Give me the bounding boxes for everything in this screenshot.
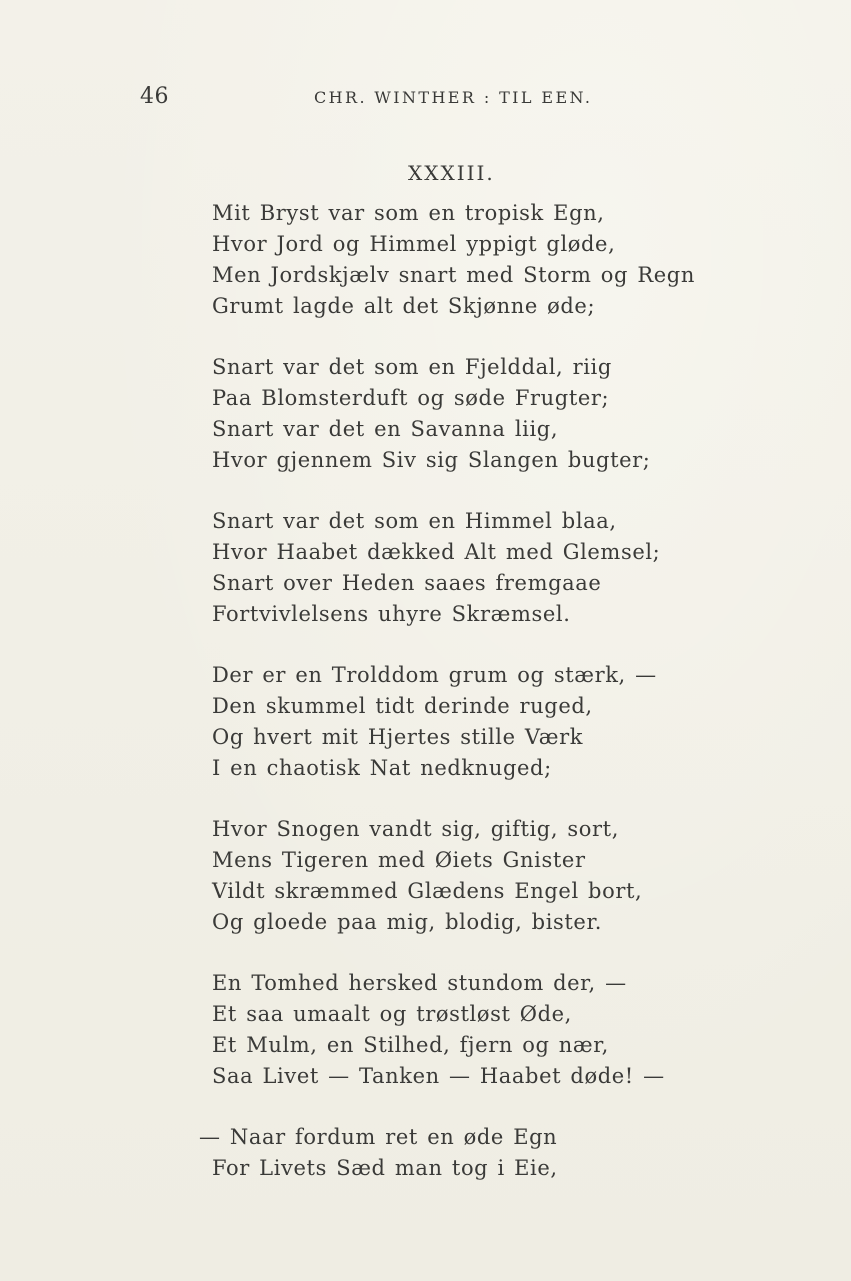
stanza-5 [212, 814, 732, 938]
stanza-4 [212, 660, 732, 784]
poem-line: Men Jordskjælv snart med Storm og Regn [212, 263, 695, 287]
stanza-6 [212, 968, 732, 1092]
poem-line: En Tomhed hersked stundom der, — [212, 971, 627, 995]
poem-line: I en chaotisk Nat nedknuged; [212, 756, 552, 780]
stanza-2 [212, 352, 732, 476]
poem-line: Hvor Haabet dækked Alt med Glemsel; [212, 540, 661, 564]
poem-line: Hvor gjennem Siv sig Slangen bugter; [212, 448, 651, 472]
poem-line: Et saa umaalt og trøstløst Øde, [212, 1002, 572, 1026]
poem-title: XXXIII. [408, 161, 495, 185]
poem-line: Vildt skræmmed Glædens Engel bort, [212, 879, 643, 903]
poem-line: Der er en Trolddom grum og stærk, — [212, 663, 657, 687]
stanza-1 [212, 198, 732, 322]
poem-line: Og gloede paa mig, blodig, bister. [212, 910, 603, 934]
running-title: CHR. WINTHER : TIL EEN. [314, 88, 593, 107]
poem-line: Paa Blomsterduft og søde Frugter; [212, 386, 610, 410]
poem-body [199, 198, 732, 1184]
poem-line: Et Mulm, en Stilhed, fjern og nær, [212, 1033, 609, 1057]
running-head [140, 84, 660, 116]
poem-line: Snart var det som en Fjelddal, riig [212, 355, 612, 379]
poem-line: Snart var det som en Himmel blaa, [212, 509, 617, 533]
poem-line: Snart var det en Savanna liig, [212, 417, 559, 441]
stanza-7 [199, 1122, 732, 1184]
poem-line: Mit Bryst var som en tropisk Egn, [212, 201, 605, 225]
poem-line: Den skummel tidt derinde ruged, [212, 694, 593, 718]
poem-line: Og hvert mit Hjertes stille Værk [212, 725, 584, 749]
poem-line: Grumt lagde alt det Skjønne øde; [212, 294, 596, 318]
poem-line: Saa Livet — Tanken — Haabet døde! — [212, 1064, 665, 1088]
page-number: 46 [140, 84, 169, 109]
poem-line: Mens Tigeren med Øiets Gnister [212, 848, 586, 872]
poem-line: For Livets Sæd man tog i Eie, [212, 1156, 558, 1180]
poem-line: — Naar fordum ret en øde Egn [199, 1125, 558, 1149]
poem-line: Hvor Jord og Himmel yppigt gløde, [212, 232, 616, 256]
poem-line: Hvor Snogen vandt sig, giftig, sort, [212, 817, 619, 841]
poem-line: Snart over Heden saaes fremgaae [212, 571, 602, 595]
poem-line: Fortvivlelsens uhyre Skræmsel. [212, 602, 571, 626]
stanza-3 [212, 506, 732, 630]
